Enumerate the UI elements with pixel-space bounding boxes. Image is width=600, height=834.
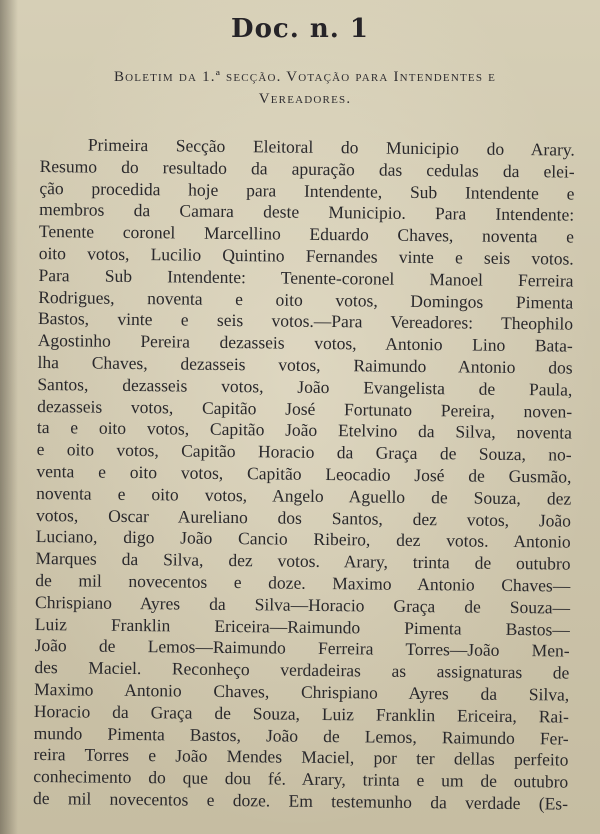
body-line: Santos, dezasseis votos, João Evangelista de Paula, — [37, 373, 573, 400]
subtitle-line: Vereadores. — [258, 91, 352, 107]
body-line: Para Sub Intendente: Tenente-coronel Manoel Ferreira — [38, 264, 574, 291]
body-line: de mil novecentos e doze. Em testemunho da verdade (Es- — [32, 787, 569, 814]
body-line: Marques da Silva, dez votos. Arary, trinta de outubro — [35, 548, 571, 574]
body-line: Agostinho Pereira dezasseis votos, Antonio Lino Bata- — [37, 330, 573, 356]
body-line: Resumo do resultado da apuração das cedulas da elei- — [39, 155, 575, 182]
body-line: Luciano, digo João Cancio Ribeiro, dez votos. Antonio — [35, 526, 571, 552]
body-line: Chrispiano Ayres da Silva—Horacio Graça de Souza— — [34, 591, 571, 618]
body-line: Tenente coronel Marcellino Eduardo Chaves, noventa e — [38, 221, 575, 247]
body-line: reira Torres e João Mendes Maciel, por ter dellas perfeito — [33, 744, 569, 770]
body-line: Rodrigues, noventa e oito votos, Domingos Pimenta — [38, 286, 574, 313]
body-line: membros da Camara deste Municipio. Para Intendente: — [39, 199, 575, 225]
body-line: votos, Oscar Aureliano dos Santos, dez votos, João — [35, 504, 572, 531]
body-line: ta e oito votos, Capitão João Etelvino da Silva, noventa — [36, 417, 573, 443]
page-edge-shadow — [0, 0, 18, 834]
body-line: lha Chaves, dezasseis votos, Raimundo Antonio dos — [37, 351, 573, 378]
body-line: mundo Pimenta Bastos, João de Lemos, Raimundo Fer- — [33, 722, 569, 749]
body-line: e oito votos, Capitão Horacio da Graça de Souza, no- — [36, 439, 572, 465]
body-line: conhecimento do que dou fé. Arary, trinta e um de outubro — [33, 766, 569, 792]
body-line: Primeira Secção Eleitoral do Municipio do Arary. — [87, 134, 575, 160]
body-line: Luiz Franklin Ericeira—Raimundo Pimenta Bastos— — [34, 613, 570, 640]
body-line: des Maciel. Reconheço verdadeiras as assignaturas de — [34, 657, 570, 683]
body-line: Bastos, vinte e seis votos.—Para Vereadores: Theophilo — [37, 308, 574, 334]
body-line: venta e oito votos, Capitão Leocadio José de Gusmão, — [36, 460, 572, 487]
document-subtitle — [40, 66, 570, 110]
body-line: dezasseis votos, Capitão José Fortunato Pereira, noven- — [37, 395, 573, 422]
body-line: Maximo Antonio Chaves, Chrispiano Ayres da Silva, — [34, 678, 570, 705]
subtitle-line: Boletim da 1.ª secção. Votação para Intendentes e — [113, 69, 497, 85]
document-heading: Doc. n. 1 — [231, 14, 369, 44]
body-line: noventa e oito votos, Angelo Aguello de Souza, dez — [36, 482, 572, 509]
body-line: de mil novecentos e doze. Maximo Antonio Chaves— — [35, 569, 571, 596]
body-line: João de Lemos—Raimundo Ferreira Torres—João Men- — [34, 635, 570, 661]
body-line: oito votos, Lucilio Quintino Fernandes vinte e seis votos. — [38, 242, 574, 269]
document-body — [33, 134, 575, 815]
body-line: Horacio da Graça de Souza, Luiz Franklin Ericeira, Rai- — [33, 700, 570, 727]
body-line: ção procedida hoje para Intendente, Sub Intendente e — [39, 177, 575, 204]
